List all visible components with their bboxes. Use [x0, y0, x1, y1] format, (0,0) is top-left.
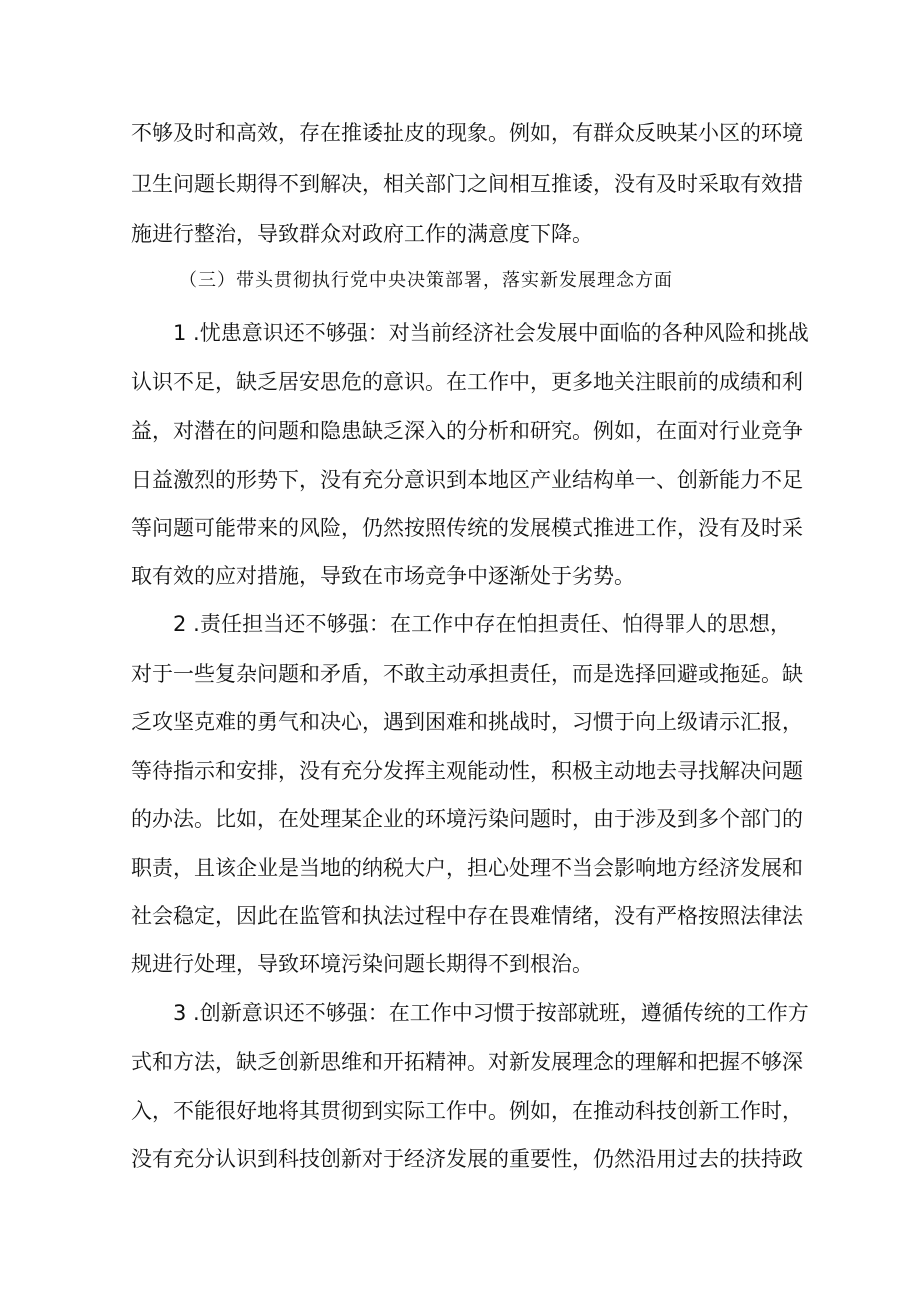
item-1-line: 等问题可能带来的风险，仍然按照传统的发展模式推进工作，没有及时采 [131, 516, 803, 540]
item-2-line: 2 .责任担当还不够强：在工作中存在怕担责任、怕得罪人的思想， [173, 612, 791, 636]
item-1-line: 1 .忧患意识还不够强：对当前经济社会发展中面临的各种风险和挑战 [173, 321, 809, 345]
item-2-line: 等待指示和安排，没有充分发挥主观能动性，积极主动地去寻找解决问题 [131, 759, 803, 783]
item-2-line: 的办法。比如，在处理某企业的环境污染问题时，由于涉及到多个部门的 [131, 807, 803, 831]
item-1-line: 益，对潜在的问题和隐患缺乏深入的分析和研究。例如，在面对行业竞争 [131, 419, 803, 443]
item-2-line: 社会稳定，因此在监管和执法过程中存在畏难情绪，没有严格按照法律法 [131, 904, 803, 928]
item-3-line: 式和方法，缺乏创新思维和开拓精神。对新发展理念的理解和把握不够深 [131, 1050, 803, 1074]
item-1-line: 日益激烈的形势下，没有充分意识到本地区产业结构单一、创新能力不足 [131, 468, 803, 492]
paragraph-line: 不够及时和高效，存在推诿扯皮的现象。例如，有群众反映某小区的环境 [131, 121, 803, 145]
item-1-line: 认识不足，缺乏居安思危的意识。在工作中，更多地关注眼前的成绩和利 [131, 370, 803, 394]
item-2-line: 乏攻坚克难的勇气和决心，遇到困难和挑战时，习惯于向上级请示汇报， [131, 710, 803, 734]
item-2-line: 对于一些复杂问题和矛盾，不敢主动承担责任，而是选择回避或拖延。缺 [131, 662, 803, 686]
item-3-line: 没有充分认识到科技创新对于经济发展的重要性，仍然沿用过去的扶持政 [131, 1147, 803, 1171]
item-2-line: 职责，且该企业是当地的纳税大户，担心处理不当会影响地方经济发展和 [131, 856, 803, 880]
item-2-line: 规进行处理，导致环境污染问题长期得不到根治。 [131, 952, 593, 976]
item-3-line: 入，不能很好地将其贯彻到实际工作中。例如，在推动科技创新工作时， [131, 1099, 803, 1123]
item-1-line: 取有效的应对措施，导致在市场竞争中逐渐处于劣势。 [131, 564, 635, 588]
section-heading: （三）带头贯彻执行党中央决策部署，落实新发展理念方面 [179, 270, 673, 291]
paragraph-line: 卫生问题长期得不到解决，相关部门之间相互推诿，没有及时采取有效措 [131, 172, 803, 196]
item-3-line: 3 .创新意识还不够强：在工作中习惯于按部就班，遵循传统的工作方 [173, 1001, 809, 1025]
paragraph-line: 施进行整治，导致群众对政府工作的满意度下降。 [131, 222, 593, 246]
